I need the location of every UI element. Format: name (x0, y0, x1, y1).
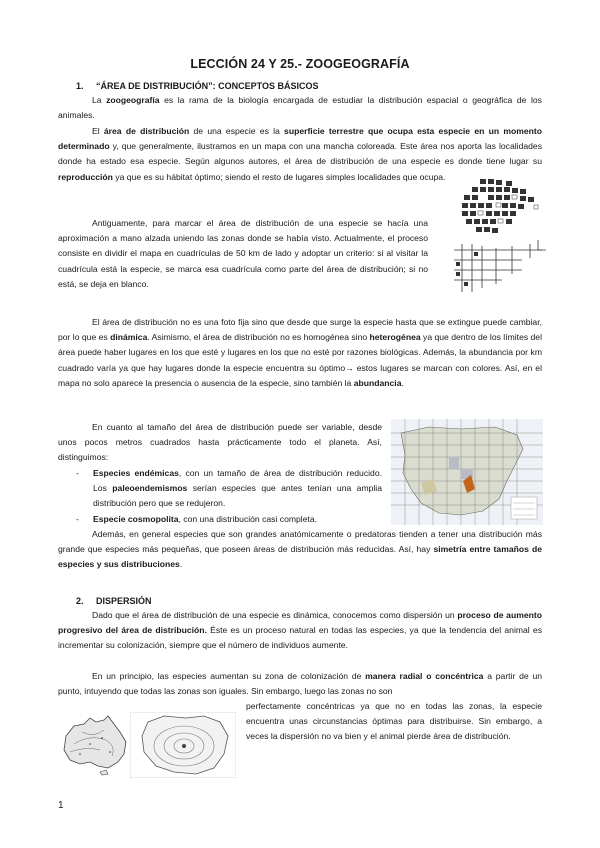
section-2-heading (76, 596, 152, 606)
page-number: 1 (58, 800, 64, 811)
paragraph-dispersion: Dado que el área de distribución de una especie es dinámica, conocemos como dispersión un proceso de aumento progresivo del área de distribución. Éste es un proceso natural en todas las especies, ya que la tendencia del animal es incrementar su colonización, siempre que el número de individuos aumente. (58, 610, 543, 651)
list-item-cosmopolita: - Especie cosmopolita, con una distribución casi completa. (76, 512, 382, 527)
section-1-number: 1. (76, 81, 84, 91)
paragraph-area-definicion: El área de distribución de una especie es la superficie terrestre que ocupa esta especie en un momento determinado y, que generalmente, ilustramos en un mapa con una mancha coloreada. Este área nos aporta las localidades donde ha estado esa especie. Según algunos autores, el área de distribución de una especie es donde tiene lugar su reproducción ya que es su hábitat óptimo; siendo el resto de lugares simples localidades que ocupa. (58, 126, 543, 182)
paragraph-simetria: Además, en general especies que son grandes anatómicamente o predatoras tienden a tener una distribución más grande que especies más pequeñas, que poseen áreas de distribución más reducidas. Así, hay simetría entre tamaños de especies y sus distribuciones. (58, 529, 542, 570)
section-2-number: 2. (76, 596, 84, 606)
paragraph-cuadriculas: Antiguamente, para marcar el área de distribución de una especie se hacía una aproximación a mano alzada uniendo las zonas donde se había visto. Actualmente, el proceso consiste en dividir el mapa en cuadrículas de 50 km de lado y adoptar un criterio: si al visitar la cuadrícula está la especie, se marca esa cuadrícula como parte del área de distribución; si no está, se deja en blanco. (58, 218, 428, 289)
grid-distribution-map-image (448, 177, 548, 237)
paragraph-concentricas: perfectamente concéntricas ya que no en todas las zonas, la especie encuentra unas circunstancias óptimas para distribuirse. Sin embargo, a veces la dispersión no va bien y el animal pierde área de distribución. (246, 701, 542, 742)
section-2-title: DISPERSIÓN (96, 596, 152, 606)
paragraph-zoogeografia: La zoogeografía es la rama de la biología encargada de estudiar la distribución espacial o geográfica de los animales. (58, 95, 542, 121)
section-1-heading (76, 81, 319, 91)
section-1-title: “ÁREA DE DISTRIBUCIÓN”: CONCEPTOS BÁSICOS (96, 81, 319, 91)
blank-grid-map-image (452, 238, 548, 296)
australia-dispersion-map-image (60, 714, 130, 776)
iberia-grid-map-image (391, 419, 543, 525)
page-title: LECCIÓN 24 Y 25.- ZOOGEOGRAFÍA (190, 57, 410, 71)
paragraph-area-dinamica: El área de distribución no es una foto fija sino que desde que surge la especie hasta que se extingue puede cambiar, por lo que es dinámica. Asimismo, el área de distribución no es homogénea sino heterogénea ya que dentro de los límites del área puede haber lugares en los que esté y lugares en los que no esté por razones biológicas. Además, la abundancia por km cuadrado varía ya que hay lugares donde la especie encuentra su óptimo→ estos lugares se marcan con colores. Así, en el mapa no solo aparece la presencia o ausencia de la especie, sino también la abundancia. (58, 317, 542, 388)
species-list (76, 466, 382, 527)
paragraph-tamano-area: En cuanto al tamaño del área de distribución puede ser variable, desde unos pocos metros cuadrados hasta prácticamente todo el planeta. Así, distinguimos: (58, 422, 382, 463)
concentric-dispersion-map-image (130, 712, 236, 778)
paragraph-radial: En un principio, las especies aumentan su zona de colonización de manera radial o concéntrica a partir de un punto, intuyendo que todas las zonas son iguales. Sin embargo, luego las zonas no son (58, 671, 542, 697)
list-item-endemicas: - Especies endémicas, con un tamaño de área de distribución reducido. Los paleoendemismos serían especies que antes tenían una amplia distribución pero que se redujeron. (76, 466, 382, 512)
